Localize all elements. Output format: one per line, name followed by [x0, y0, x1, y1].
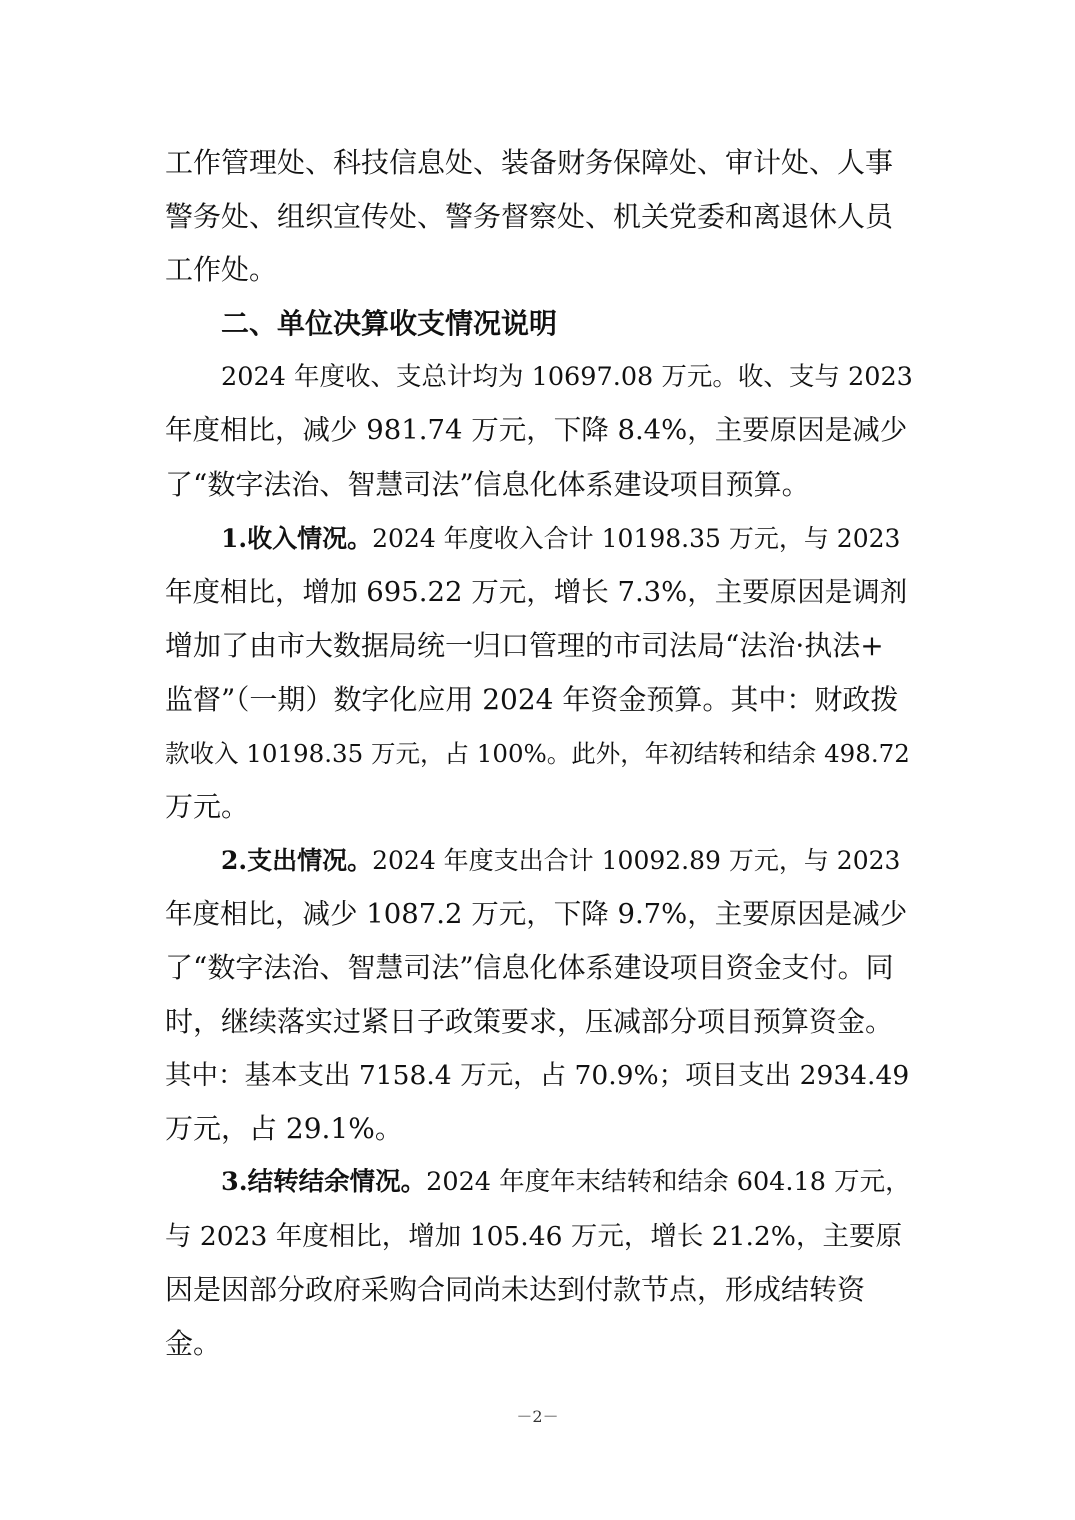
- text-line: [165, 941, 913, 995]
- text-line: [165, 566, 913, 620]
- text-line: [165, 1263, 913, 1317]
- text-line: [165, 1317, 913, 1371]
- text-line-content: 年度相比，减少 981.74 万元，下降 8.4%，主要原因是减少: [165, 414, 908, 447]
- text-line-content: 2024 年度年末结转和结余 604.18 万元，: [426, 1167, 911, 1198]
- text-line-content: 因是因部分政府采购合同尚未达到付款节点，形成结转资: [165, 1273, 866, 1307]
- text-line-content: 其中：基本支出 7158.4 万元，占 70.9%；项目支出 2934.49: [165, 1059, 910, 1091]
- text-line: [165, 1102, 913, 1156]
- text-line-content: 年度相比，减少 1087.2 万元，下降 9.7%，主要原因是减少: [165, 897, 908, 930]
- text-line-content: 金。: [165, 1327, 222, 1361]
- text-line-content: 2024 年度收、支总计均为 10697.08 万元。收、支与 2023: [221, 361, 913, 392]
- text-line: [165, 834, 913, 888]
- text-line-content: 万元。: [165, 790, 250, 824]
- text-line-content: 款收入 10198.35 万元，占 100%。此外，年初结转和结余 498.72: [165, 738, 910, 768]
- text-line: [165, 995, 913, 1049]
- page-number: －2－: [516, 1407, 559, 1426]
- document-body: [165, 136, 913, 1371]
- text-line-content: 监督”（一期）数字化应用 2024 年资金预算。其中：财政拨: [165, 682, 899, 716]
- text-line: [165, 1049, 913, 1103]
- text-line-content: 与 2023 年度相比，增加 105.46 万元，增长 21.2%，主要原: [165, 1220, 902, 1252]
- text-line: [165, 619, 913, 673]
- paragraph-lead-balance: [221, 1156, 911, 1210]
- text-line: [165, 1156, 913, 1210]
- text-line-content: 2024 年度收入合计 10198.35 万元，与 2023: [372, 523, 901, 553]
- text-line-content: 工作处。: [165, 253, 278, 287]
- text-line: [165, 780, 913, 834]
- text-line-content: 增加了由市大数据局统一归口管理的市司法局“法治·执法+: [165, 629, 884, 663]
- text-line: [165, 136, 913, 190]
- text-line: [165, 351, 913, 405]
- text-line-content: 了“数字法治、智慧司法”信息化体系建设项目预算。: [165, 468, 810, 502]
- subheading-expense: 2.支出情况。: [221, 845, 373, 875]
- text-line: [165, 243, 913, 297]
- text-line: [165, 673, 913, 727]
- text-line-content: 2024 年度支出合计 10092.89 万元，与 2023: [372, 845, 901, 875]
- text-line-content: 年度相比，增加 695.22 万元，增长 7.3%，主要原因是调剂: [165, 575, 908, 608]
- text-line-content: 警务处、组织宣传处、警务督察处、机关党委和离退休人员: [165, 199, 894, 233]
- text-line-content: 万元，占 29.1%。: [165, 1112, 403, 1146]
- subheading-balance: 3.结转结余情况。: [221, 1167, 427, 1198]
- text-line: [165, 727, 913, 781]
- text-line: [165, 512, 913, 566]
- text-line: [165, 888, 913, 942]
- section-heading: 二、单位决算收支情况说明: [221, 307, 558, 341]
- text-line: [165, 1210, 913, 1264]
- text-line: [165, 458, 913, 512]
- paragraph-lead-expense: [221, 834, 900, 888]
- text-line-content: 了“数字法治、智慧司法”信息化体系建设项目资金支付。同: [165, 951, 894, 985]
- paragraph-lead-income: [221, 512, 900, 566]
- text-line: [165, 404, 913, 458]
- subheading-income: 1.收入情况。: [221, 523, 373, 553]
- text-line-content: 时，继续落实过紧日子政策要求，压减部分项目预算资金。: [165, 1005, 894, 1038]
- text-line: [165, 190, 913, 244]
- text-line-content: 工作管理处、科技信息处、装备财务保障处、审计处、人事: [165, 146, 894, 179]
